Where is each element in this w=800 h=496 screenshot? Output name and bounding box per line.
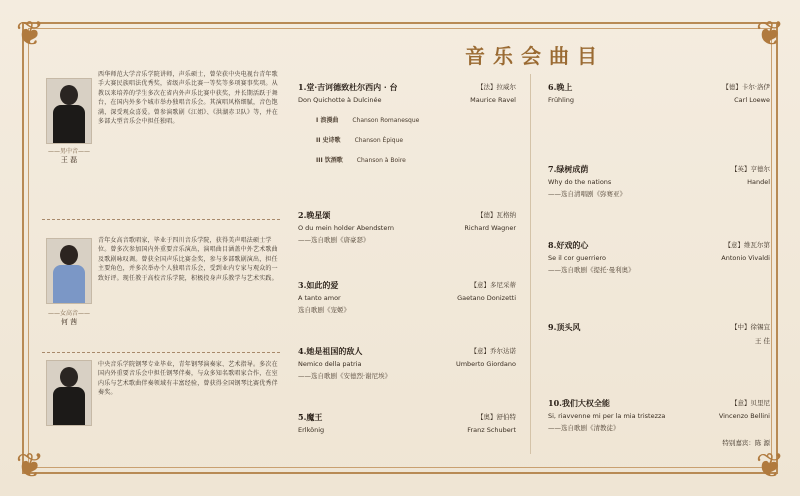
piece-title: 9.顶头风 [548, 322, 581, 332]
composer-en: Umberto Giordano [455, 360, 516, 368]
piece-note: ——选自清唱剧《弥赛亚》 [548, 190, 626, 198]
divider [42, 352, 280, 353]
piece-title: 7.绿树成荫 [548, 164, 589, 174]
composer-cn: 【英】亨德尔 [731, 165, 770, 173]
piece-title: 8.好戏的心 [548, 240, 589, 250]
movement: III 饮酒歌 Chanson à Boire [316, 157, 406, 164]
program-item [298, 412, 516, 434]
special-guest: 特别嘉宾：陈 源 [722, 439, 770, 447]
composer-en: Richard Wagner [464, 224, 516, 232]
composer-en: Carl Loewe [734, 96, 770, 104]
composer-cn: 【意】维瓦尔第 [724, 241, 770, 249]
piece-note: ——选自歌剧《清教徒》 [548, 424, 620, 432]
composer-en: Franz Schubert [467, 426, 516, 434]
piece-title: 10.我们大权全能 [548, 398, 610, 408]
corner-ornament-icon: ❦ [755, 14, 785, 54]
performer-photo [46, 78, 92, 144]
composer-cn: 【法】拉威尔 [477, 83, 516, 91]
corner-ornament-icon: ❦ [755, 446, 785, 486]
performer-bio-text: 中央音乐学院钢琴专业毕业，青年钢琴演奏家、艺术指导。多次在国内外重要音乐会中担任钢琴伴奏，与众多知名歌唱家合作，在室内乐与艺术歌曲伴奏领域有丰富经验，曾获得全国钢琴比赛优秀伴奏奖。 [98, 361, 278, 397]
piece-title: 3.如此的爱 [298, 280, 339, 290]
composer-cn: 【德】卡尔·洛伊 [722, 83, 770, 91]
piece-title: 4.她是祖国的敌人 [298, 346, 363, 356]
composer-cn: 【德】瓦格纳 [477, 211, 516, 219]
piece-title: 6.晚上 [548, 82, 573, 92]
piece-original: Frühling Carl Loewe [548, 96, 770, 104]
piece-original: A tanto amor Gaetano Donizetti [298, 294, 516, 302]
performer-role: ——男中音—— [47, 148, 90, 155]
piece-original: Erlkönig Franz Schubert [298, 426, 516, 434]
composer-en: Handel [747, 178, 770, 186]
program-item [298, 210, 516, 244]
program-item [548, 164, 770, 198]
composer-cn: 【意】乔尔达诺 [470, 347, 516, 355]
piece-note: ——选自歌剧《唐豪瑟》 [298, 236, 370, 244]
program-item [548, 240, 770, 274]
corner-ornament-icon: ❦ [15, 446, 45, 486]
performer-bio-text: 青年女高音歌唱家，毕业于四川音乐学院，获得美声唱法硕士学位。曾多次参加国内外重要音乐演出，演唱曲目涵盖中外艺术歌曲及歌剧咏叹调。曾获全国声乐比赛金奖，参与多部歌剧演出，担任主要角色，并多次举办个人独唱音乐会，受到业内专家与观众的一致好评。现任教于高校音乐学院，积极投身声乐教学与艺术实践。 [98, 237, 278, 282]
performer-role: ——女高音—— [47, 310, 90, 317]
composer-en: Vincenzo Bellini [718, 412, 770, 420]
performer-bio-text: 西华师范大学音乐学院讲师，声乐硕士，曾荣获中央电视台青年歌手大赛民族唱法优秀奖，省级声乐比赛一等奖等多项赛事奖项。从教以来培养的学生多次在省内外声乐比赛中获奖，并长期活跃于舞台，在国内外多个城市举办独唱音乐会。其演唱风格细腻，音色饱满，深受观众喜爱。曾参演歌剧《江姐》、《洪湖赤卫队》等，并在多部大型音乐会中担任独唱。 [98, 71, 279, 126]
performer-name: 王 磊 [60, 156, 78, 164]
divider [42, 219, 280, 220]
movement: II 史诗歌 Chanson Épique [316, 137, 404, 144]
composer-en: Maurice Ravel [470, 96, 516, 104]
piece-title: 5.魔王 [298, 412, 323, 422]
composer-en: Antonio Vivaldi [721, 254, 770, 262]
program-item [548, 82, 770, 104]
piece-original: Why do the nations Handel [548, 178, 770, 186]
piece-note: ——选自歌剧《安德烈·谢尼埃》 [298, 372, 392, 380]
composer-cn: 【意】多尼采蒂 [470, 281, 516, 289]
program-item [548, 322, 770, 345]
piece-title: 2.晚星颂 [298, 210, 331, 220]
corner-ornament-icon: ❦ [15, 14, 45, 54]
program-item [298, 82, 516, 164]
performer-caption [46, 146, 92, 165]
program-item [548, 398, 770, 447]
composer-en: 王 佳 [754, 337, 770, 345]
piece-original: Si, riavvenne mi per la mia tristezza Vincenzo Bellini [548, 412, 770, 420]
column-divider [530, 74, 531, 454]
piece-original: Se il cor guerriero Antonio Vivaldi [548, 254, 770, 262]
program-item [298, 346, 516, 380]
performer-photo [46, 238, 92, 304]
performer-photo [46, 360, 92, 426]
composer-cn: 【中】徐锡宜 [731, 323, 770, 331]
composer-en: Gaetano Donizetti [457, 294, 516, 302]
piece-original: Don Quichotte à Dulcinée Maurice Ravel [298, 96, 516, 104]
program-item [298, 280, 516, 314]
movement: I 浪漫曲 Chanson Romanesque [316, 117, 420, 124]
performer-caption [46, 308, 92, 327]
piece-original: Nemico della patria Umberto Giordano [298, 360, 516, 368]
piece-note: ——选自歌剧《提托·曼利奥》 [548, 266, 635, 274]
page-title: 音乐会曲目 [465, 44, 605, 68]
piece-original: O du mein holder Abendstern Richard Wagner [298, 224, 516, 232]
composer-cn: 【意】贝里尼 [731, 399, 770, 407]
performer-name: 何 茜 [60, 318, 78, 326]
piece-note: 选自歌剧《宠姬》 [298, 306, 350, 314]
composer-cn: 【奥】舒伯特 [477, 413, 516, 421]
piece-title: 1.堂·吉诃德致杜尔西内 · 台 [298, 82, 398, 92]
